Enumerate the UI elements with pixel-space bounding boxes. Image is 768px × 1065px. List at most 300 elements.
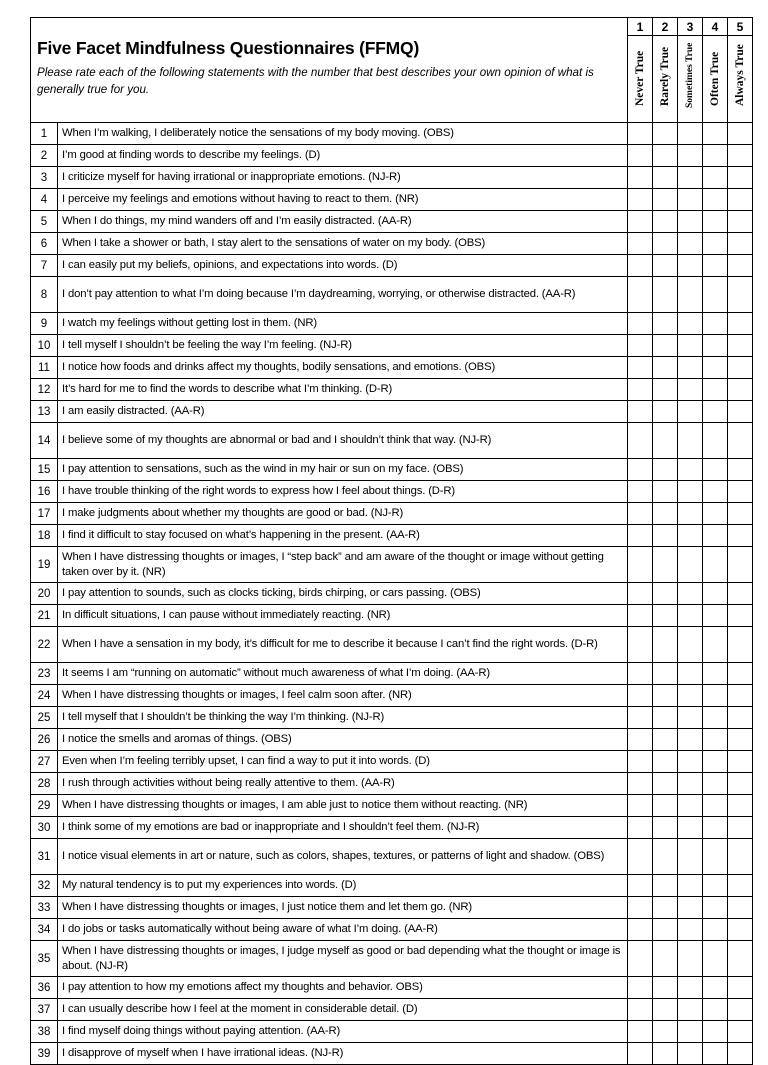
table-row [31, 255, 753, 277]
item-statement: I think some of my emotions are bad or inappropriate and I shouldn’t feel them. (NJ-R) [58, 817, 628, 839]
table-row [31, 481, 753, 503]
rating-cell-5[interactable] [728, 123, 753, 145]
rating-cell-2[interactable] [653, 503, 678, 525]
item-statement: I’m good at finding words to describe my feelings. (D) [58, 145, 628, 167]
rating-cell-3[interactable] [678, 605, 703, 627]
rating-cell-3[interactable] [678, 313, 703, 335]
rating-cell-3[interactable] [678, 189, 703, 211]
rating-cell-5[interactable] [728, 335, 753, 357]
item-statement: I notice how foods and drinks affect my thoughts, bodily sensations, and emotions. (OBS) [58, 357, 628, 379]
item-statement: I can easily put my beliefs, opinions, and expectations into words. (D) [58, 255, 628, 277]
rating-cell-2[interactable] [653, 123, 678, 145]
scale-label-sometimes-true: Sometimes True [685, 42, 696, 108]
rating-cell-2[interactable] [653, 773, 678, 795]
rating-cell-5[interactable] [728, 503, 753, 525]
rating-cell-3[interactable] [678, 999, 703, 1021]
table-row [31, 423, 753, 459]
questionnaire-table [30, 17, 753, 1065]
rating-cell-3[interactable] [678, 335, 703, 357]
rating-cell-4[interactable] [703, 233, 728, 255]
rating-cell-1[interactable] [628, 773, 653, 795]
rating-cell-5[interactable] [728, 999, 753, 1021]
rating-cell-2[interactable] [653, 707, 678, 729]
rating-cell-2[interactable] [653, 379, 678, 401]
rating-cell-1[interactable] [628, 233, 653, 255]
rating-cell-4[interactable] [703, 795, 728, 817]
item-statement: When I have distressing thoughts or images, I just notice them and let them go. (NR) [58, 897, 628, 919]
rating-cell-2[interactable] [653, 663, 678, 685]
table-row [31, 525, 753, 547]
table-row [31, 401, 753, 423]
rating-cell-5[interactable] [728, 423, 753, 459]
rating-cell-5[interactable] [728, 255, 753, 277]
item-number: 15 [31, 459, 58, 481]
item-statement: When I have distressing thoughts or images, I feel calm soon after. (NR) [58, 685, 628, 707]
rating-cell-1[interactable] [628, 707, 653, 729]
item-statement: I disapprove of myself when I have irrational ideas. (NJ-R) [58, 1043, 628, 1065]
table-row [31, 357, 753, 379]
rating-cell-2[interactable] [653, 357, 678, 379]
rating-cell-1[interactable] [628, 335, 653, 357]
rating-cell-5[interactable] [728, 459, 753, 481]
rating-cell-3[interactable] [678, 685, 703, 707]
rating-cell-5[interactable] [728, 277, 753, 313]
item-statement: I pay attention to how my emotions affect my thoughts and behavior. OBS) [58, 977, 628, 999]
rating-cell-5[interactable] [728, 189, 753, 211]
rating-cell-4[interactable] [703, 459, 728, 481]
item-statement: Even when I’m feeling terribly upset, I can find a way to put it into words. (D) [58, 751, 628, 773]
table-row [31, 335, 753, 357]
rating-cell-1[interactable] [628, 481, 653, 503]
rating-cell-1[interactable] [628, 277, 653, 313]
rating-cell-1[interactable] [628, 525, 653, 547]
rating-cell-4[interactable] [703, 123, 728, 145]
rating-cell-1[interactable] [628, 583, 653, 605]
rating-cell-1[interactable] [628, 211, 653, 233]
scale-label-cell-5 [728, 36, 753, 123]
item-number: 17 [31, 503, 58, 525]
rating-cell-3[interactable] [678, 751, 703, 773]
rating-cell-2[interactable] [653, 335, 678, 357]
rating-cell-4[interactable] [703, 839, 728, 875]
rating-cell-4[interactable] [703, 167, 728, 189]
rating-cell-4[interactable] [703, 605, 728, 627]
rating-cell-5[interactable] [728, 919, 753, 941]
rating-cell-4[interactable] [703, 941, 728, 977]
item-number: 10 [31, 335, 58, 357]
rating-cell-2[interactable] [653, 897, 678, 919]
item-statement: When I have distressing thoughts or images, I “step back” and am aware of the thought or image without getting taken over by it. (NR) [58, 547, 628, 583]
table-row [31, 919, 753, 941]
rating-cell-3[interactable] [678, 627, 703, 663]
rating-cell-1[interactable] [628, 751, 653, 773]
rating-cell-2[interactable] [653, 313, 678, 335]
rating-cell-3[interactable] [678, 379, 703, 401]
rating-cell-3[interactable] [678, 481, 703, 503]
rating-cell-2[interactable] [653, 817, 678, 839]
rating-cell-1[interactable] [628, 123, 653, 145]
rating-cell-1[interactable] [628, 729, 653, 751]
page-title: Five Facet Mindfulness Questionnaires (FFMQ) [37, 38, 420, 58]
item-statement: In difficult situations, I can pause without immediately reacting. (NR) [58, 605, 628, 627]
rating-cell-3[interactable] [678, 459, 703, 481]
rating-cell-2[interactable] [653, 839, 678, 875]
rating-cell-1[interactable] [628, 999, 653, 1021]
item-number: 18 [31, 525, 58, 547]
rating-cell-2[interactable] [653, 941, 678, 977]
rating-cell-1[interactable] [628, 941, 653, 977]
rating-cell-4[interactable] [703, 1043, 728, 1065]
rating-cell-5[interactable] [728, 875, 753, 897]
rating-cell-5[interactable] [728, 167, 753, 189]
item-number: 35 [31, 941, 58, 977]
scale-label-never-true: Never True [634, 50, 647, 106]
item-statement: I don’t pay attention to what I’m doing because I’m daydreaming, worrying, or otherwise distracted. (AA-R) [58, 277, 628, 313]
rating-cell-5[interactable] [728, 627, 753, 663]
rating-cell-2[interactable] [653, 977, 678, 999]
rating-cell-2[interactable] [653, 627, 678, 663]
rating-cell-1[interactable] [628, 817, 653, 839]
rating-cell-1[interactable] [628, 167, 653, 189]
rating-cell-4[interactable] [703, 335, 728, 357]
item-statement: When I have distressing thoughts or images, I judge myself as good or bad depending what the thought or image is about. (NJ-R) [58, 941, 628, 977]
rating-cell-2[interactable] [653, 481, 678, 503]
table-row [31, 729, 753, 751]
rating-cell-1[interactable] [628, 459, 653, 481]
rating-cell-5[interactable] [728, 839, 753, 875]
table-row [31, 751, 753, 773]
rating-cell-3[interactable] [678, 729, 703, 751]
rating-cell-4[interactable] [703, 525, 728, 547]
rating-cell-3[interactable] [678, 423, 703, 459]
table-row [31, 189, 753, 211]
rating-cell-4[interactable] [703, 977, 728, 999]
rating-cell-1[interactable] [628, 685, 653, 707]
rating-cell-1[interactable] [628, 189, 653, 211]
rating-cell-4[interactable] [703, 751, 728, 773]
table-row [31, 795, 753, 817]
item-number: 14 [31, 423, 58, 459]
item-statement: When I do things, my mind wanders off and I’m easily distracted. (AA-R) [58, 211, 628, 233]
rating-cell-4[interactable] [703, 357, 728, 379]
table-row [31, 459, 753, 481]
rating-cell-4[interactable] [703, 897, 728, 919]
rating-cell-4[interactable] [703, 875, 728, 897]
item-number: 6 [31, 233, 58, 255]
rating-cell-3[interactable] [678, 211, 703, 233]
table-row [31, 503, 753, 525]
rating-cell-2[interactable] [653, 547, 678, 583]
item-number: 9 [31, 313, 58, 335]
item-number: 37 [31, 999, 58, 1021]
table-row [31, 1043, 753, 1065]
item-number: 24 [31, 685, 58, 707]
item-statement: I watch my feelings without getting lost in them. (NR) [58, 313, 628, 335]
rating-cell-3[interactable] [678, 1043, 703, 1065]
scale-number-2: 2 [653, 18, 678, 36]
item-statement: I notice visual elements in art or nature, such as colors, shapes, textures, or patterns of light and shadow. (OBS) [58, 839, 628, 875]
rating-cell-1[interactable] [628, 627, 653, 663]
rating-cell-1[interactable] [628, 977, 653, 999]
table-row [31, 707, 753, 729]
table-row [31, 627, 753, 663]
rating-cell-3[interactable] [678, 707, 703, 729]
rating-cell-4[interactable] [703, 583, 728, 605]
rating-cell-2[interactable] [653, 605, 678, 627]
item-number: 23 [31, 663, 58, 685]
table-row [31, 663, 753, 685]
scale-number-4: 4 [703, 18, 728, 36]
rating-cell-1[interactable] [628, 875, 653, 897]
item-statement: I pay attention to sensations, such as the wind in my hair or sun on my face. (OBS) [58, 459, 628, 481]
rating-cell-2[interactable] [653, 145, 678, 167]
item-statement: When I’m walking, I deliberately notice the sensations of my body moving. (OBS) [58, 123, 628, 145]
instructions: Please rate each of the following statements with the number that best describes your own opinion of what is generally true for you. [37, 66, 594, 96]
table-row [31, 875, 753, 897]
rating-cell-5[interactable] [728, 145, 753, 167]
item-statement: I do jobs or tasks automatically without being aware of what I’m doing. (AA-R) [58, 919, 628, 941]
item-number: 21 [31, 605, 58, 627]
scale-label-cell-2 [653, 36, 678, 123]
rating-cell-4[interactable] [703, 817, 728, 839]
rating-cell-4[interactable] [703, 401, 728, 423]
item-number: 7 [31, 255, 58, 277]
rating-cell-4[interactable] [703, 547, 728, 583]
rating-cell-3[interactable] [678, 547, 703, 583]
item-statement: I believe some of my thoughts are abnormal or bad and I shouldn’t think that way. (NJ-R) [58, 423, 628, 459]
rating-cell-5[interactable] [728, 663, 753, 685]
rating-cell-4[interactable] [703, 919, 728, 941]
rating-cell-3[interactable] [678, 583, 703, 605]
rating-cell-2[interactable] [653, 751, 678, 773]
rating-cell-3[interactable] [678, 503, 703, 525]
rating-cell-2[interactable] [653, 211, 678, 233]
rating-cell-2[interactable] [653, 999, 678, 1021]
rating-cell-3[interactable] [678, 233, 703, 255]
item-number: 26 [31, 729, 58, 751]
item-statement: When I take a shower or bath, I stay alert to the sensations of water on my body. (OBS) [58, 233, 628, 255]
table-row [31, 941, 753, 977]
rating-cell-5[interactable] [728, 481, 753, 503]
rating-cell-4[interactable] [703, 773, 728, 795]
rating-cell-5[interactable] [728, 1043, 753, 1065]
rating-cell-1[interactable] [628, 547, 653, 583]
rating-cell-1[interactable] [628, 503, 653, 525]
table-row [31, 897, 753, 919]
item-statement: I tell myself that I shouldn’t be thinking the way I’m thinking. (NJ-R) [58, 707, 628, 729]
rating-cell-2[interactable] [653, 875, 678, 897]
rating-cell-2[interactable] [653, 423, 678, 459]
rating-cell-2[interactable] [653, 167, 678, 189]
rating-cell-5[interactable] [728, 707, 753, 729]
table-row [31, 605, 753, 627]
rating-cell-1[interactable] [628, 919, 653, 941]
rating-cell-5[interactable] [728, 729, 753, 751]
rating-cell-2[interactable] [653, 233, 678, 255]
rating-cell-4[interactable] [703, 999, 728, 1021]
rating-cell-2[interactable] [653, 277, 678, 313]
item-statement: I find it difficult to stay focused on what’s happening in the present. (AA-R) [58, 525, 628, 547]
item-statement: When I have a sensation in my body, it’s difficult for me to describe it because I can’t find the right words. (D-R) [58, 627, 628, 663]
rating-cell-2[interactable] [653, 685, 678, 707]
rating-cell-4[interactable] [703, 211, 728, 233]
rating-cell-3[interactable] [678, 817, 703, 839]
item-statement: I tell myself I shouldn’t be feeling the way I’m feeling. (NJ-R) [58, 335, 628, 357]
rating-cell-5[interactable] [728, 357, 753, 379]
item-number: 27 [31, 751, 58, 773]
item-number: 34 [31, 919, 58, 941]
table-row [31, 277, 753, 313]
rating-cell-5[interactable] [728, 401, 753, 423]
rating-cell-5[interactable] [728, 795, 753, 817]
rating-cell-5[interactable] [728, 525, 753, 547]
rating-cell-3[interactable] [678, 919, 703, 941]
rating-cell-4[interactable] [703, 379, 728, 401]
rating-cell-5[interactable] [728, 977, 753, 999]
rating-cell-2[interactable] [653, 729, 678, 751]
rating-cell-2[interactable] [653, 795, 678, 817]
rating-cell-1[interactable] [628, 145, 653, 167]
rating-cell-2[interactable] [653, 525, 678, 547]
rating-cell-3[interactable] [678, 401, 703, 423]
rating-cell-5[interactable] [728, 685, 753, 707]
item-statement: I am easily distracted. (AA-R) [58, 401, 628, 423]
item-number: 11 [31, 357, 58, 379]
rating-cell-1[interactable] [628, 1043, 653, 1065]
rating-cell-3[interactable] [678, 941, 703, 977]
rating-cell-2[interactable] [653, 919, 678, 941]
rating-cell-3[interactable] [678, 795, 703, 817]
rating-cell-4[interactable] [703, 481, 728, 503]
rating-cell-1[interactable] [628, 379, 653, 401]
rating-cell-5[interactable] [728, 773, 753, 795]
rating-cell-4[interactable] [703, 707, 728, 729]
rating-cell-1[interactable] [628, 839, 653, 875]
item-statement: I criticize myself for having irrational or inappropriate emotions. (NJ-R) [58, 167, 628, 189]
rating-cell-4[interactable] [703, 423, 728, 459]
rating-cell-3[interactable] [678, 773, 703, 795]
rating-cell-3[interactable] [678, 277, 703, 313]
item-number: 5 [31, 211, 58, 233]
rating-cell-4[interactable] [703, 189, 728, 211]
scale-label-cell-4 [703, 36, 728, 123]
scale-label-rarely-true: Rarely True [659, 46, 672, 106]
rating-cell-3[interactable] [678, 839, 703, 875]
rating-cell-5[interactable] [728, 233, 753, 255]
rating-cell-1[interactable] [628, 255, 653, 277]
rating-cell-2[interactable] [653, 1043, 678, 1065]
item-number: 22 [31, 627, 58, 663]
rating-cell-4[interactable] [703, 729, 728, 751]
item-number: 1 [31, 123, 58, 145]
scale-number-1: 1 [628, 18, 653, 36]
rating-cell-4[interactable] [703, 313, 728, 335]
rating-cell-3[interactable] [678, 525, 703, 547]
rating-cell-1[interactable] [628, 423, 653, 459]
rating-cell-3[interactable] [678, 897, 703, 919]
item-number: 39 [31, 1043, 58, 1065]
rating-cell-3[interactable] [678, 123, 703, 145]
rating-cell-5[interactable] [728, 751, 753, 773]
rating-cell-1[interactable] [628, 897, 653, 919]
rating-cell-2[interactable] [653, 255, 678, 277]
table-row [31, 999, 753, 1021]
rating-cell-5[interactable] [728, 897, 753, 919]
item-number: 12 [31, 379, 58, 401]
rating-cell-1[interactable] [628, 313, 653, 335]
table-row [31, 167, 753, 189]
rating-cell-4[interactable] [703, 663, 728, 685]
item-number: 28 [31, 773, 58, 795]
table-row [31, 685, 753, 707]
rating-cell-5[interactable] [728, 941, 753, 977]
rating-cell-3[interactable] [678, 875, 703, 897]
scale-label-always-true: Always True [734, 44, 747, 106]
rating-cell-5[interactable] [728, 547, 753, 583]
table-row [31, 145, 753, 167]
item-statement: It seems I am “running on automatic” without much awareness of what I’m doing. (AA-R) [58, 663, 628, 685]
item-number: 33 [31, 897, 58, 919]
item-number: 2 [31, 145, 58, 167]
table-row [31, 379, 753, 401]
rating-cell-3[interactable] [678, 357, 703, 379]
rating-cell-2[interactable] [653, 189, 678, 211]
item-number: 3 [31, 167, 58, 189]
rating-cell-3[interactable] [678, 255, 703, 277]
item-statement: I have trouble thinking of the right words to express how I feel about things. (D-R) [58, 481, 628, 503]
rating-cell-4[interactable] [703, 145, 728, 167]
rating-cell-4[interactable] [703, 277, 728, 313]
rating-cell-1[interactable] [628, 795, 653, 817]
rating-cell-2[interactable] [653, 583, 678, 605]
rating-cell-3[interactable] [678, 977, 703, 999]
rating-cell-4[interactable] [703, 685, 728, 707]
item-number: 32 [31, 875, 58, 897]
rating-cell-5[interactable] [728, 583, 753, 605]
header-cell [31, 18, 628, 123]
table-row [31, 233, 753, 255]
item-number: 38 [31, 1021, 58, 1043]
item-number: 30 [31, 817, 58, 839]
rating-cell-3[interactable] [678, 663, 703, 685]
rating-cell-4[interactable] [703, 255, 728, 277]
item-statement: I pay attention to sounds, such as clocks ticking, birds chirping, or cars passing. (OBS) [58, 583, 628, 605]
table-row [31, 313, 753, 335]
table-row [31, 211, 753, 233]
table-row [31, 839, 753, 875]
rating-cell-5[interactable] [728, 605, 753, 627]
rating-cell-2[interactable] [653, 459, 678, 481]
rating-cell-5[interactable] [728, 379, 753, 401]
rating-cell-1[interactable] [628, 357, 653, 379]
rating-cell-1[interactable] [628, 401, 653, 423]
header-row [31, 18, 753, 36]
rating-cell-4[interactable] [703, 503, 728, 525]
rating-cell-5[interactable] [728, 817, 753, 839]
item-statement: I make judgments about whether my thoughts are good or bad. (NJ-R) [58, 503, 628, 525]
rating-cell-5[interactable] [728, 313, 753, 335]
rating-cell-1[interactable] [628, 605, 653, 627]
table-row [31, 773, 753, 795]
rating-cell-3[interactable] [678, 145, 703, 167]
rating-cell-5[interactable] [728, 211, 753, 233]
rating-cell-1[interactable] [628, 663, 653, 685]
rating-cell-2[interactable] [653, 401, 678, 423]
rating-cell-3[interactable] [678, 167, 703, 189]
item-statement: When I have distressing thoughts or images, I am able just to notice them without reacting. (NR) [58, 795, 628, 817]
rating-cell-4[interactable] [703, 627, 728, 663]
scale-label-cell-1 [628, 36, 653, 123]
